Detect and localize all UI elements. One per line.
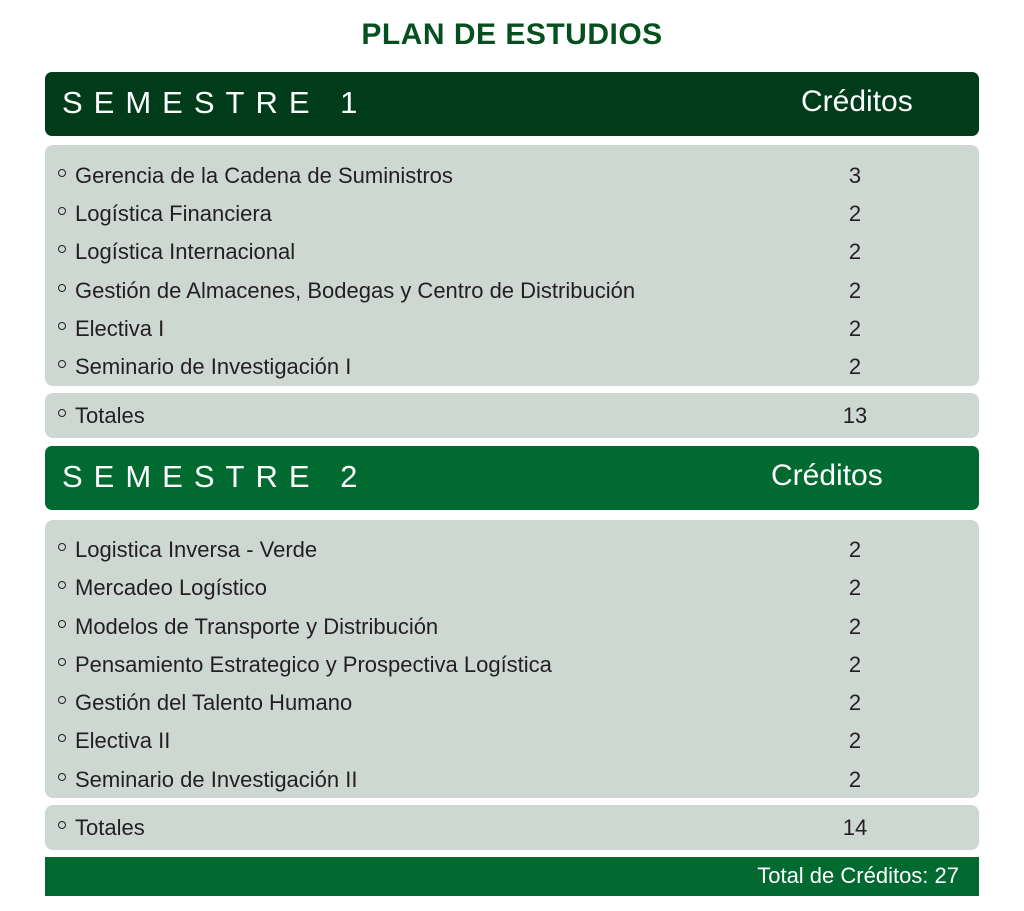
course-name: Seminario de Investigación II bbox=[75, 767, 358, 792]
bullet-icon bbox=[58, 581, 66, 589]
course-name: Seminario de Investigación I bbox=[75, 354, 352, 379]
totals-value: 14 bbox=[842, 815, 868, 840]
list-item bbox=[45, 646, 979, 684]
total-credits-bar bbox=[45, 857, 979, 896]
course-name: Logística Internacional bbox=[75, 239, 296, 264]
course-name: Gestión del Talento Humano bbox=[75, 690, 353, 715]
bullet-icon bbox=[58, 821, 66, 829]
list-item bbox=[45, 722, 979, 760]
list-item bbox=[45, 310, 979, 348]
totals-label: Totales bbox=[75, 403, 145, 428]
course-credits: 3 bbox=[848, 163, 862, 188]
course-name: Electiva II bbox=[75, 728, 171, 753]
semester-2-credits-header: Créditos bbox=[771, 459, 883, 492]
semester-1-courses bbox=[45, 145, 979, 386]
total-credits-label: Total de Créditos: 27 bbox=[757, 863, 959, 888]
list-item bbox=[45, 569, 979, 607]
semester-2-totals bbox=[45, 805, 979, 850]
semester-1-totals bbox=[45, 393, 979, 438]
bullet-icon bbox=[58, 658, 66, 666]
totals-value: 13 bbox=[842, 403, 868, 428]
totals-label: Totales bbox=[75, 815, 145, 840]
list-item bbox=[45, 348, 979, 386]
course-credits: 2 bbox=[848, 614, 862, 639]
bullet-icon bbox=[58, 207, 66, 215]
bullet-icon bbox=[58, 322, 66, 330]
course-credits: 2 bbox=[848, 728, 862, 753]
bullet-icon bbox=[58, 245, 66, 253]
course-credits: 2 bbox=[848, 354, 862, 379]
course-name: Mercadeo Logístico bbox=[75, 575, 267, 600]
bullet-icon bbox=[58, 284, 66, 292]
course-credits: 2 bbox=[848, 278, 862, 303]
list-item bbox=[45, 272, 979, 310]
course-name: Gestión de Almacenes, Bodegas y Centro de Distribución bbox=[75, 278, 636, 303]
list-item bbox=[45, 761, 979, 799]
totals-row bbox=[45, 809, 979, 847]
list-item bbox=[45, 195, 979, 233]
semester-2-label: SEMESTRE 2 bbox=[62, 459, 369, 494]
list-item bbox=[45, 157, 979, 195]
course-credits: 2 bbox=[848, 575, 862, 600]
list-item bbox=[45, 531, 979, 569]
course-name: Logística Financiera bbox=[75, 201, 272, 226]
course-credits: 2 bbox=[848, 652, 862, 677]
bullet-icon bbox=[58, 734, 66, 742]
list-item bbox=[45, 608, 979, 646]
semester-1-credits-header: Créditos bbox=[801, 85, 913, 118]
course-credits: 2 bbox=[848, 239, 862, 264]
page-title: PLAN DE ESTUDIOS bbox=[361, 18, 663, 51]
course-name: Electiva I bbox=[75, 316, 165, 341]
bullet-icon bbox=[58, 543, 66, 551]
bullet-icon bbox=[58, 620, 66, 628]
list-item bbox=[45, 684, 979, 722]
totals-row bbox=[45, 397, 979, 435]
bullet-icon bbox=[58, 169, 66, 177]
semester-1-header bbox=[45, 72, 979, 136]
semester-2-courses bbox=[45, 520, 979, 798]
course-name: Pensamiento Estrategico y Prospectiva Logística bbox=[75, 652, 552, 677]
semester-1-label: SEMESTRE 1 bbox=[62, 85, 369, 120]
course-credits: 2 bbox=[848, 201, 862, 226]
course-credits: 2 bbox=[848, 537, 862, 562]
bullet-icon bbox=[58, 773, 66, 781]
course-credits: 2 bbox=[848, 690, 862, 715]
bullet-icon bbox=[58, 696, 66, 704]
course-name: Modelos de Transporte y Distribución bbox=[75, 614, 439, 639]
course-name: Gerencia de la Cadena de Suministros bbox=[75, 163, 453, 188]
course-name: Logistica Inversa - Verde bbox=[75, 537, 318, 562]
semester-2-header bbox=[45, 446, 979, 510]
course-credits: 2 bbox=[848, 316, 862, 341]
list-item bbox=[45, 233, 979, 271]
bullet-icon bbox=[58, 360, 66, 368]
bullet-icon bbox=[58, 409, 66, 417]
course-credits: 2 bbox=[848, 767, 862, 792]
